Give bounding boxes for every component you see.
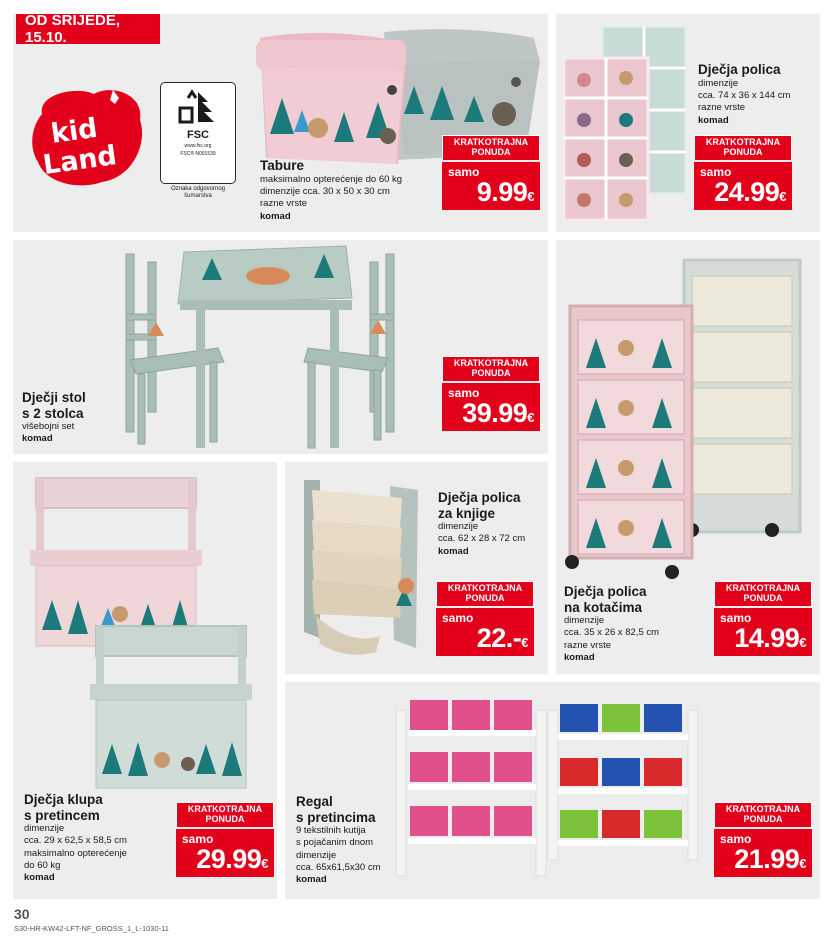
samo-label: samo: [720, 610, 752, 625]
promo-label: KRATKOTRAJNA PONUDA: [714, 802, 812, 827]
samo-label: samo: [182, 831, 214, 846]
product-name: Tabure: [260, 158, 305, 173]
price: 39.99€: [462, 397, 534, 428]
product-desc: dimenzije: [438, 521, 479, 533]
djecja-polica-image: [560, 24, 690, 224]
date-badge: OD SRIJEDE, 15.10.: [16, 14, 160, 44]
product-desc: do 60 kg: [24, 860, 61, 872]
product-name: na kotačima: [564, 599, 643, 615]
price: 22.-€: [476, 622, 528, 653]
polica-kotaci-image: [560, 248, 808, 588]
product-name: s 2 stolca: [22, 405, 84, 421]
product-desc: 9 tekstilnih kutija: [296, 825, 366, 837]
price-tag-polica-kotaci: [714, 581, 812, 656]
promo-label: KRATKOTRAJNA PONUDA: [694, 135, 792, 160]
product-desc: cca. 65x61,5x30 cm: [296, 862, 381, 874]
samo-label: samo: [448, 385, 480, 400]
product-desc: maksimalno opterećenje do 60 kg: [260, 173, 403, 185]
price-tag-djecja-polica: [694, 135, 792, 210]
product-desc: dimenzije: [564, 615, 605, 627]
product-polica-knjige: [438, 490, 546, 558]
product-name: Dječja polica: [698, 62, 781, 77]
product-desc: s pojačanim dnom: [296, 837, 374, 849]
product-regal: [296, 794, 406, 887]
price: 29.99€: [196, 843, 268, 874]
promo-label: KRATKOTRAJNA PONUDA: [442, 135, 540, 160]
samo-label: samo: [720, 831, 752, 846]
product-desc: cca. 35 x 26 x 82,5 cm: [564, 627, 660, 639]
product-djecji-stol: [22, 390, 122, 446]
price-tag-djecja-klupa: [176, 802, 274, 877]
kidland-logo: [28, 86, 146, 190]
product-unit: komad: [698, 114, 729, 126]
product-desc: razne vrste: [260, 198, 307, 210]
fsc-code: FSC® N001539: [180, 151, 216, 157]
product-polica-kotaci: [564, 584, 704, 664]
product-unit: komad: [296, 874, 327, 886]
product-djecja-klupa: [24, 792, 174, 885]
djecji-stol-image: [118, 244, 418, 452]
price: 21.99€: [734, 843, 806, 874]
product-desc: cca. 74 x 36 x 144 cm: [698, 89, 791, 101]
product-name: s pretincima: [296, 809, 376, 825]
product-desc: dimenzije: [24, 823, 65, 835]
product-name: s pretincem: [24, 807, 100, 823]
price-tag-regal: [714, 802, 812, 877]
samo-label: samo: [448, 164, 480, 179]
product-desc: razne vrste: [564, 639, 611, 651]
samo-label: samo: [442, 610, 474, 625]
price: 24.99€: [714, 176, 786, 207]
product-desc: maksimalno opterećenje: [24, 847, 127, 859]
product-name: Dječja klupa: [24, 792, 103, 807]
price-tag-djecji-stol: [442, 356, 540, 431]
promo-label: KRATKOTRAJNA PONUDA: [436, 581, 534, 606]
product-name: Regal: [296, 794, 333, 809]
fsc-site: www.fsc.org: [184, 143, 212, 149]
product-unit: komad: [24, 872, 55, 884]
djecja-klupa-image: [28, 474, 252, 792]
product-desc: razne vrste: [698, 102, 745, 114]
fsc-caption: Oznaka odgovornog šumarstva: [170, 186, 226, 199]
product-desc: višebojni set: [22, 421, 75, 433]
samo-label: samo: [700, 164, 732, 179]
fsc-tree-icon: [174, 88, 222, 128]
svg-text:kid: kid: [49, 112, 100, 150]
product-desc: cca. 62 x 28 x 72 cm: [438, 533, 526, 545]
product-desc: dimenzije cca. 30 x 50 x 30 cm: [260, 185, 390, 197]
fsc-label: [160, 82, 236, 184]
print-code: S30-HR-KW42-LFT-NF_GROSS_1_L-1030-11: [14, 924, 169, 933]
promo-label: KRATKOTRAJNA PONUDA: [714, 581, 812, 606]
product-name: Dječji stol: [22, 390, 86, 405]
product-name: Dječja polica: [438, 490, 521, 505]
product-desc: dimenzije: [296, 849, 337, 861]
price: 14.99€: [734, 622, 806, 653]
page-number: 30: [14, 906, 30, 922]
promo-label: KRATKOTRAJNA PONUDA: [176, 802, 274, 827]
fsc-text: FSC: [187, 129, 209, 141]
price-tag-tabure: [442, 135, 540, 210]
product-name: za knjige: [438, 505, 496, 521]
product-desc: dimenzije: [698, 77, 739, 89]
regal-image: [392, 690, 710, 882]
svg-text:Land: Land: [41, 140, 119, 182]
product-djecja-polica: [698, 62, 816, 127]
price-tag-polica-knjige: [436, 581, 534, 656]
promo-label: KRATKOTRAJNA PONUDA: [442, 356, 540, 381]
product-unit: komad: [564, 652, 595, 664]
product-unit: komad: [22, 433, 53, 445]
price: 9.99€: [476, 176, 534, 207]
product-unit: komad: [438, 545, 469, 557]
polica-knjige-image: [290, 476, 432, 662]
product-unit: komad: [260, 210, 291, 222]
product-tabure: [260, 158, 450, 223]
product-desc: cca. 29 x 62,5 x 58,5 cm: [24, 835, 127, 847]
product-name: Dječja polica: [564, 584, 647, 599]
